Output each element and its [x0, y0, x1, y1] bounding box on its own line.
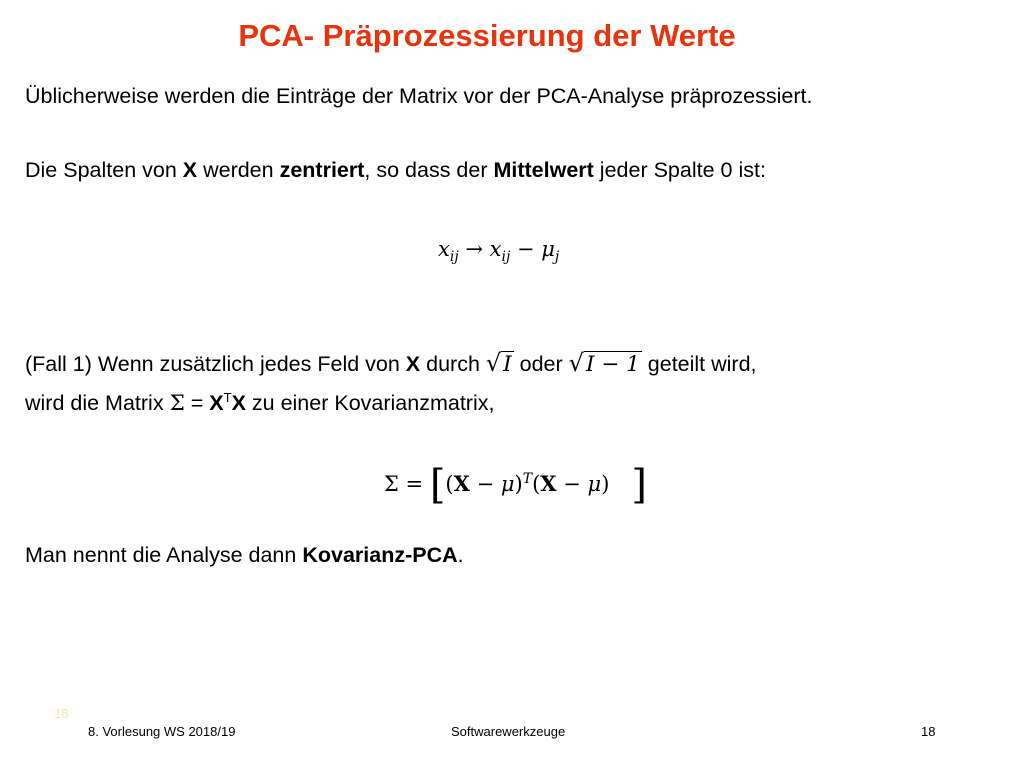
var-mu: μ — [541, 237, 555, 261]
term-mittelwert: Mittelwert — [493, 158, 594, 182]
matrix-x: X — [209, 391, 224, 416]
var-mu: μ — [500, 472, 515, 496]
text-segment: werden — [197, 158, 280, 182]
var-mu: μ — [587, 472, 602, 496]
sqrt-i: √I — [485, 349, 512, 377]
text-segment: geteilt wird, — [641, 352, 757, 376]
footer-course: Softwarewerkzeuge — [451, 724, 566, 739]
slide-title: PCA- Präprozessierung der Werte — [238, 18, 736, 53]
text-segment: (Fall 1) Wenn zusätzlich jedes Feld von — [25, 352, 406, 376]
text-segment: wird die Matrix — [25, 391, 170, 416]
transpose-t: T — [223, 390, 232, 405]
paren: ) — [514, 472, 523, 496]
covariance-formula — [384, 462, 647, 508]
equals: = — [184, 391, 210, 416]
minus: − — [556, 472, 588, 496]
conclusion-line — [25, 543, 464, 568]
matrix-x: X — [182, 158, 198, 182]
left-bracket: [ — [429, 462, 446, 508]
minus: − — [469, 472, 501, 496]
var-x: x — [438, 237, 450, 261]
term-kovarianz-pca: Kovarianz-PCA — [302, 543, 458, 567]
sigma-symbol: Σ — [384, 472, 399, 496]
minus: − — [510, 237, 542, 261]
text-segment: Man nennt die Analyse dann — [25, 543, 303, 567]
footer-page-number: 18 — [921, 724, 936, 739]
text-segment: . — [457, 543, 464, 567]
case1-line — [25, 350, 757, 378]
sigma-symbol: Σ — [169, 391, 185, 417]
text-segment: durch — [420, 352, 486, 376]
centering-line — [25, 158, 766, 183]
paren: ( — [445, 472, 454, 496]
matrix-x: X — [405, 352, 421, 376]
right-bracket: ] — [631, 462, 647, 508]
text-segment: oder — [513, 352, 569, 376]
ghost-page-number: 18 — [54, 706, 69, 721]
sub-ij: ij — [501, 249, 511, 266]
matrix-x: X — [540, 471, 557, 496]
matrix-x: X — [231, 391, 246, 416]
intro-line: Üblicherweise werden die Einträge der Matrix vor der PCA-Analyse präprozessiert. — [25, 84, 813, 108]
matrix-x: X — [453, 471, 470, 496]
paren: ) — [601, 472, 610, 496]
paren: ( — [532, 472, 541, 496]
centering-formula — [438, 237, 559, 265]
covariance-line — [25, 391, 494, 417]
text-segment: Die Spalten von — [25, 158, 183, 182]
transpose-t: T — [522, 471, 533, 487]
var-x: x — [489, 237, 502, 261]
text-segment: zu einer Kovarianzmatrix, — [245, 391, 495, 416]
sub-ij: ij — [449, 249, 459, 266]
text-segment: jeder Spalte 0 ist: — [593, 158, 766, 182]
term-zentriert: zentriert — [279, 158, 365, 182]
text-segment: , so dass der — [364, 158, 494, 182]
equals: = — [398, 472, 430, 496]
footer-lecture: 8. Vorlesung WS 2018/19 — [88, 724, 236, 739]
sqrt-i-minus-1: √I − 1 — [568, 349, 640, 377]
sub-j: j — [554, 249, 560, 266]
arrow: → — [458, 237, 490, 261]
